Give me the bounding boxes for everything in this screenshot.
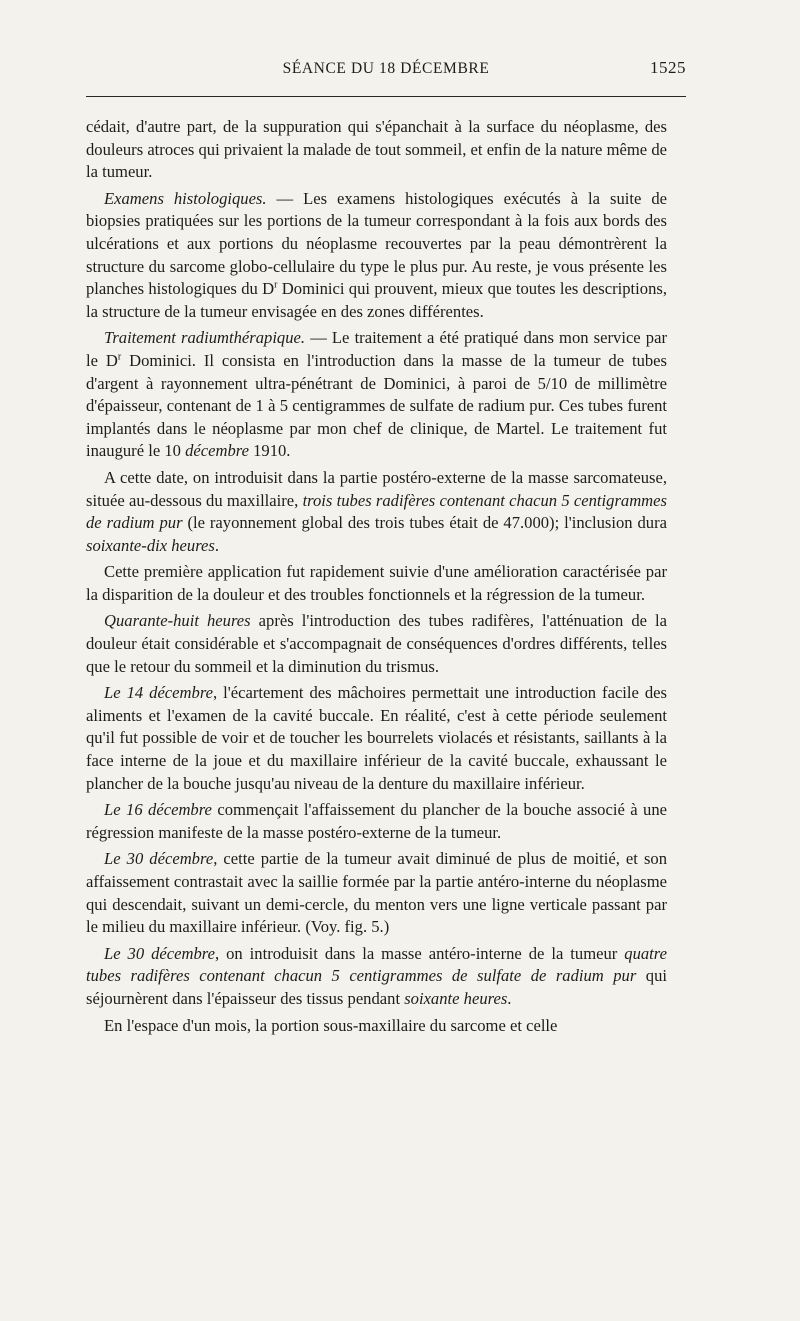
paragraph-7-lead: Le 14 décembre — [104, 683, 214, 703]
paragraph-6-lead: Quarante-huit heures — [104, 611, 251, 631]
paragraph-3-text-3: 1910. — [248, 441, 291, 461]
paragraph-3 — [86, 327, 667, 463]
paragraph-10-text-after: qui séjournèrent dans l'épaisseur des tissus pendant — [86, 966, 667, 1008]
paragraph-2-text-after: Dominici qui prouvent, mieux que toutes les descriptions, la structure de la tumeur envisagée en des zones différentes. — [86, 279, 667, 321]
paragraph-6 — [86, 610, 667, 678]
body-text — [86, 116, 667, 1037]
paragraph-4-italic-2: soixante-dix heures — [86, 535, 215, 555]
paragraph-8-text: commençait l'affaissement du plancher de la bouche associé à une régression manifeste de la masse postéro-externe de la tumeur. — [86, 800, 667, 842]
paragraph-2-lead: Examens histologiques. — [104, 188, 267, 208]
paragraph-1-text: cédait, d'autre part, de la suppuration qui s'épanchait à la surface du néoplasme, des douleurs atroces qui privaient la malade de tout sommeil, et enfin de la nature même de la tumeur. — [86, 117, 667, 182]
paragraph-4-italic: trois tubes radifères contenant chacun 5 centigrammes de radium pur — [86, 490, 667, 533]
paragraph-5-text: Cette première application fut rapidement suivie d'une amélioration caractérisée par la disparition de la douleur et des troubles fonctionnels et la régression de la tumeur. — [86, 562, 667, 604]
paragraph-10-italic-2: soixante heures — [404, 988, 508, 1008]
paragraph-7-text: , l'écartement des mâchoires permettait une introduction facile des aliments et l'examen de la cavité buccale. En réalité, c'est à cette période seulement qu'il fut possible de voir et de toucher les bourrelets violacés et résistants, saillants à la face interne de la joue et du maxillaire inférieur de la cavité buccale, exhaussant le plancher de la bouche jusqu'au niveau de la denture du maxillaire inférieur. — [86, 683, 667, 793]
paragraph-4 — [86, 467, 667, 557]
paragraph-1 — [86, 116, 667, 184]
paragraph-10-italic: quatre tubes radifères contenant chacun 5 centigrammes de sulfate de radium pur — [86, 943, 667, 986]
paragraph-10 — [86, 943, 667, 1011]
paragraph-3-italic-2: décembre — [185, 441, 249, 461]
paragraph-4-text: A cette date, on introduisit dans la partie postéro-externe de la masse sarcomateuse, située au-dessous du maxillaire, — [86, 467, 667, 510]
paragraph-4-text-after: (le rayonnement global des trois tubes était de 47.000); l'inclusion dura — [182, 513, 667, 533]
paragraph-9-text: , cette partie de la tumeur avait diminué de plus de moitié, et son affaissement contrastait avec la saillie formée par la partie antéro-interne du néoplasme qui descendait, suivant un demi-cercle, du menton vers une ligne verticale passant par le milieu du maxillaire inférieur. (Voy. fig. 5.) — [86, 849, 667, 937]
paragraph-10-text: , on introduisit dans la masse antéro-interne de la tumeur — [215, 943, 625, 963]
paragraph-9-lead: Le 30 décembre — [104, 849, 214, 869]
paragraph-3-lead: Traitement radiumthérapique. — [104, 328, 306, 348]
paragraph-3-text: — Le traitement a été pratiqué dans mon service par le D — [86, 328, 667, 370]
paragraph-10-lead: Le 30 décembre — [104, 943, 215, 963]
paragraph-8 — [86, 799, 667, 844]
paragraph-8-lead: Le 16 décembre — [104, 800, 212, 820]
header-rule — [86, 96, 686, 97]
running-head: SÉANCE DU 18 DÉCEMBRE — [282, 60, 490, 77]
paragraph-2 — [86, 188, 667, 324]
paragraph-2-text: — Les examens histologiques exécutés à la suite de biopsies pratiquées sur les portions de la tumeur correspondant à la fois aux bords des ulcérations et aux portions du néoplasme recouvertes par la peau démontrèrent la structure du sarcome globo-cellulaire du type le plus pur. Au reste, je vous présente les planches histologiques du D — [86, 188, 667, 299]
paragraph-3-text-after: Dominici. Il consista en l'introduction dans la masse de la tumeur de tubes d'argent à rayonnement ultra-pénétrant de Dominici, à paroi de 5/10 de millimètre d'épaisseur, contenant de 1 à 5 centigrammes de sulfate de radium pur. Ces tubes furent implantés dans le néoplasme par mon chef de clinique, de Martel. Le traitement fut inauguré le 10 — [86, 350, 667, 461]
paragraph-3-sup: r — [117, 351, 122, 363]
paragraph-9 — [86, 848, 667, 938]
paragraph-7 — [86, 682, 667, 795]
page-number: 1525 — [650, 58, 686, 77]
paragraph-2-sup: r — [274, 279, 278, 291]
paragraph-10-text-3: . — [507, 988, 512, 1008]
paragraph-11-text: En l'espace d'un mois, la portion sous-maxillaire du sarcome et celle — [104, 1015, 558, 1035]
paragraph-5 — [86, 561, 667, 606]
paragraph-6-text: après l'introduction des tubes radifères, l'atténuation de la douleur était considérable et s'accompagnait de conséquences d'ordres différents, telles que le retour du sommeil et la diminution du trismus. — [86, 611, 667, 676]
paragraph-11 — [86, 1015, 667, 1038]
page-header — [86, 58, 686, 88]
paragraph-4-text-3: . — [214, 535, 220, 555]
